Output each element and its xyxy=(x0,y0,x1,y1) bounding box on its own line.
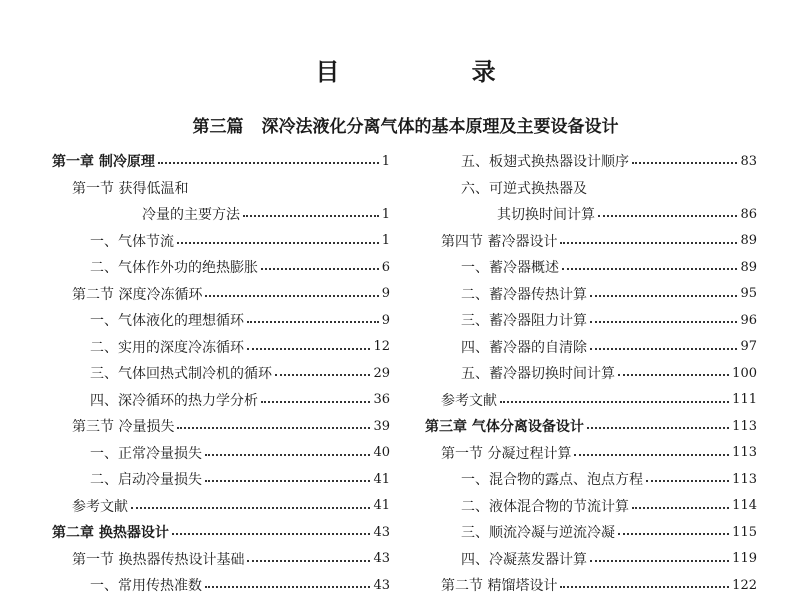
toc-entry-label: 冷量的主要方法 xyxy=(142,207,240,224)
toc-entry[interactable] xyxy=(52,254,390,281)
part-number: 第三篇 xyxy=(192,117,244,137)
dot-leader xyxy=(646,480,729,482)
toc-entry-label: 五、板翅式换热器设计顺序 xyxy=(461,154,629,171)
toc-entry[interactable] xyxy=(425,307,757,334)
toc-entry-page: 29 xyxy=(373,365,390,381)
toc-entry[interactable] xyxy=(425,466,757,493)
toc-entry[interactable] xyxy=(52,572,390,599)
dot-leader xyxy=(632,162,737,164)
toc-entry[interactable] xyxy=(425,440,757,467)
dot-leader xyxy=(618,533,729,535)
dot-leader xyxy=(618,374,729,376)
toc-entry[interactable] xyxy=(52,519,390,546)
toc-right-column xyxy=(425,148,757,599)
toc-entry-label: 六、可逆式换热器及 xyxy=(461,180,587,197)
toc-entry-label: 第二章 换热器设计 xyxy=(52,525,169,542)
toc-entry[interactable] xyxy=(52,360,390,387)
toc-entry-label: 其切换时间计算 xyxy=(497,207,595,224)
dot-leader xyxy=(590,295,737,297)
toc-entry[interactable] xyxy=(52,148,390,175)
toc-entry[interactable] xyxy=(52,440,390,467)
toc-entry[interactable] xyxy=(425,201,757,228)
dot-leader xyxy=(205,480,370,482)
toc-entry[interactable] xyxy=(52,201,390,228)
toc-entry-label: 第二节 精馏塔设计 xyxy=(441,578,558,595)
dot-leader xyxy=(574,454,729,456)
toc-entry[interactable] xyxy=(52,307,390,334)
dot-leader xyxy=(172,533,371,535)
toc-entry-page: 96 xyxy=(740,312,757,328)
toc-entry-label: 第三节 冷量损失 xyxy=(72,419,175,436)
toc-entry-label: 第四节 蓄冷器设计 xyxy=(441,233,558,250)
toc-entry[interactable] xyxy=(425,334,757,361)
toc-entry-label: 四、蓄冷器的自清除 xyxy=(461,339,587,356)
toc-entry[interactable] xyxy=(52,387,390,414)
toc-entry[interactable] xyxy=(425,281,757,308)
toc-entry-page: 43 xyxy=(373,524,390,540)
dot-leader xyxy=(205,586,370,588)
dot-leader xyxy=(177,427,370,429)
dot-leader xyxy=(632,507,729,509)
toc-entry-label: 第一章 制冷原理 xyxy=(52,154,155,171)
toc-entry-label: 第二节 深度冷冻循环 xyxy=(72,286,203,303)
dot-leader xyxy=(590,560,729,562)
toc-entry-page: 100 xyxy=(732,365,757,381)
dot-leader xyxy=(590,321,737,323)
toc-entry-page: 114 xyxy=(732,498,757,514)
dot-leader xyxy=(247,348,370,350)
toc-entry-label: 一、正常冷量损失 xyxy=(90,445,202,462)
toc-entry-page: 86 xyxy=(740,206,757,222)
toc-entry-page: 113 xyxy=(732,471,757,487)
toc-entry[interactable] xyxy=(425,148,757,175)
toc-entry-page: 119 xyxy=(732,551,757,567)
toc-entry-label: 三、气体回热式制冷机的循环 xyxy=(90,366,272,383)
toc-entry-page: 89 xyxy=(740,259,757,275)
toc-entry-page: 97 xyxy=(740,339,757,355)
part-name: 深冷法液化分离气体的基本原理及主要设备设计 xyxy=(261,117,619,137)
dot-leader xyxy=(247,321,379,323)
toc-entry[interactable] xyxy=(425,413,757,440)
dot-leader xyxy=(261,268,379,270)
toc-entry-page: 36 xyxy=(373,392,390,408)
toc-entry[interactable] xyxy=(52,546,390,573)
dot-leader xyxy=(205,295,378,297)
toc-entry[interactable] xyxy=(425,519,757,546)
toc-entry-page: 1 xyxy=(381,233,390,249)
toc-entry[interactable] xyxy=(52,175,390,202)
toc-entry-page: 39 xyxy=(373,418,390,434)
toc-entry-label: 一、气体液化的理想循环 xyxy=(90,313,244,330)
toc-entry-label: 一、混合物的露点、泡点方程 xyxy=(461,472,643,489)
toc-entry-label: 第三章 气体分离设备设计 xyxy=(425,419,584,436)
toc-entry-label: 参考文献 xyxy=(72,498,128,515)
toc-entry-label: 二、实用的深度冷冻循环 xyxy=(90,339,244,356)
dot-leader xyxy=(500,401,729,403)
toc-entry-label: 第一节 获得低温和 xyxy=(72,180,189,197)
toc-entry-label: 一、常用传热准数 xyxy=(90,578,202,595)
dot-leader xyxy=(560,242,737,244)
dot-leader xyxy=(587,427,729,429)
toc-entry[interactable] xyxy=(52,413,390,440)
toc-entry-label: 二、气体作外功的绝热膨胀 xyxy=(90,260,258,277)
toc-entry-page: 6 xyxy=(381,259,390,275)
toc-entry-page: 83 xyxy=(740,153,757,169)
toc-entry-label: 四、冷凝蒸发器计算 xyxy=(461,551,587,568)
toc-entry-label: 三、顺流冷凝与逆流冷凝 xyxy=(461,525,615,542)
dot-leader xyxy=(598,215,737,217)
toc-entry-label: 二、启动冷量损失 xyxy=(90,472,202,489)
part-title xyxy=(0,112,811,137)
toc-entry-page: 111 xyxy=(732,392,757,408)
toc-entry[interactable] xyxy=(425,175,757,202)
toc-entry-label: 二、液体混合物的节流计算 xyxy=(461,498,629,515)
toc-entry-label: 三、蓄冷器阻力计算 xyxy=(461,313,587,330)
dot-leader xyxy=(158,162,379,164)
toc-entry-label: 四、深冷循环的热力学分析 xyxy=(90,392,258,409)
toc-entry-page: 113 xyxy=(732,418,757,434)
toc-entry-page: 41 xyxy=(373,498,390,514)
dot-leader xyxy=(590,348,737,350)
dot-leader xyxy=(562,268,737,270)
toc-entry-label: 一、蓄冷器概述 xyxy=(461,260,559,277)
toc-entry[interactable] xyxy=(425,228,757,255)
toc-entry-page: 95 xyxy=(740,286,757,302)
toc-entry[interactable] xyxy=(425,387,757,414)
toc-entry-page: 113 xyxy=(732,445,757,461)
dot-leader xyxy=(560,586,729,588)
dot-leader xyxy=(275,374,370,376)
toc-entry-page: 9 xyxy=(381,312,390,328)
dot-leader xyxy=(261,401,370,403)
dot-leader xyxy=(243,215,379,217)
toc-entry-page: 115 xyxy=(732,524,757,540)
toc-left-column xyxy=(52,148,390,599)
toc-entry[interactable] xyxy=(52,334,390,361)
toc-entry[interactable] xyxy=(425,572,757,599)
toc-entry[interactable] xyxy=(52,493,390,520)
toc-entry[interactable] xyxy=(425,546,757,573)
toc-entry-label: 参考文献 xyxy=(441,392,497,409)
page-title: 目 录 xyxy=(315,57,558,86)
toc-entry-page: 9 xyxy=(381,286,390,302)
toc-entry[interactable] xyxy=(52,228,390,255)
toc-entry-page: 122 xyxy=(732,577,757,593)
dot-leader xyxy=(247,560,370,562)
toc-entry-page: 41 xyxy=(373,471,390,487)
toc-entry-page: 43 xyxy=(373,577,390,593)
toc-entry-label: 五、蓄冷器切换时间计算 xyxy=(461,366,615,383)
dot-leader xyxy=(205,454,370,456)
toc-entry-page: 1 xyxy=(381,206,390,222)
toc-entry-page: 1 xyxy=(381,153,390,169)
toc-entry-label: 第一节 换热器传热设计基础 xyxy=(72,551,245,568)
toc-entry[interactable] xyxy=(425,493,757,520)
toc-entry[interactable] xyxy=(425,360,757,387)
dot-leader xyxy=(131,507,370,509)
toc-entry-label: 第一节 分凝过程计算 xyxy=(441,445,572,462)
dot-leader xyxy=(177,242,379,244)
toc-entry-label: 一、气体节流 xyxy=(90,233,174,250)
toc-entry[interactable] xyxy=(52,466,390,493)
toc-entry-page: 43 xyxy=(373,551,390,567)
toc-entry[interactable] xyxy=(52,281,390,308)
toc-entry-label: 二、蓄冷器传热计算 xyxy=(461,286,587,303)
toc-entry-page: 40 xyxy=(373,445,390,461)
toc-entry-page: 89 xyxy=(740,233,757,249)
toc-entry-page: 12 xyxy=(373,339,390,355)
toc-entry[interactable] xyxy=(425,254,757,281)
